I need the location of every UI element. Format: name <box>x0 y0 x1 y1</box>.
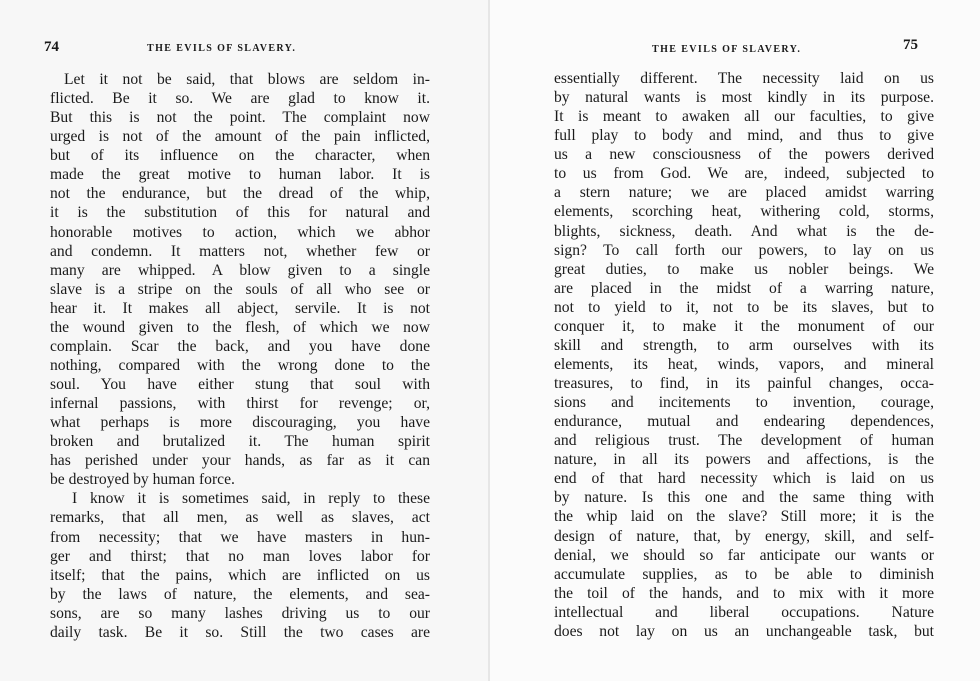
left-page-body <box>50 70 430 642</box>
text-line: ger and thirst; that no man loves labor for <box>50 547 430 565</box>
text-line: complain. Scar the back, and you have done <box>50 337 430 355</box>
right-page-header <box>560 38 940 58</box>
left-page-header <box>44 38 444 58</box>
right-page <box>490 0 980 681</box>
text-line: does not lay on us an unchangeable task, but <box>554 622 934 640</box>
text-line: flicted. Be it so. We are glad to know it. <box>50 90 430 108</box>
text-line: has perished under your hands, as far as it can <box>50 452 430 470</box>
text-line: skill and strength, to arm ourselves with its <box>554 336 934 354</box>
text-line: itself; that the pains, which are inflicted on us <box>50 566 430 584</box>
text-line: and religious trust. The development of human <box>554 432 934 450</box>
text-line: are placed in the midst of a warring nature, <box>554 279 934 297</box>
text-line: by the laws of nature, the elements, and sea- <box>50 585 430 603</box>
right-page-number: 75 <box>903 37 918 53</box>
right-page-body <box>554 69 934 641</box>
text-line: slave is a stripe on the souls of all who see or <box>50 280 430 298</box>
text-line: from necessity; that we have masters in hun- <box>50 528 430 546</box>
text-line: endurance, mutual and endearing dependences, <box>554 413 934 431</box>
text-line: infernal passions, with thirst for revenge; or, <box>50 395 430 413</box>
text-line: treasures, to find, in its painful changes, occa- <box>554 375 934 392</box>
text-line: nothing, compared with the wrong done to the <box>50 356 430 374</box>
text-line: what perhaps is more discouraging, you have <box>50 414 430 432</box>
text-line: by nature. Is this one and the same thing with <box>554 489 934 507</box>
text-line: intellectual and liberal occupations. Nature <box>554 603 934 621</box>
left-page-number: 74 <box>44 39 59 55</box>
text-line: a stern nature; we are placed amidst warring <box>554 184 934 202</box>
text-line: it is the substitution of this for natural and <box>50 204 430 222</box>
text-line: made the great motive to human labor. It is <box>50 166 430 184</box>
text-line: by natural wants is most kindly in its purpose. <box>554 89 934 107</box>
right-running-head: THE EVILS OF SLAVERY. <box>652 44 802 55</box>
text-line: broken and brutalized it. The human spirit <box>50 433 430 451</box>
text-line: many are whipped. A blow given to a single <box>50 261 430 279</box>
text-line: elements, scorching heat, withering cold, storms, <box>554 203 934 221</box>
text-line: nature, in all its powers and affections, is the <box>554 451 934 469</box>
text-line: It is meant to awaken all our faculties, to give <box>554 108 934 126</box>
text-line: to us from God. We are, indeed, subjected to <box>554 165 934 183</box>
text-line: design of nature, that, by energy, skill, and self- <box>554 527 934 545</box>
text-line: sign? To call forth our powers, to lay on us <box>554 241 934 259</box>
text-line: I know it is sometimes said, in reply to these <box>72 490 430 508</box>
text-line: the toil of the hands, and to mix with it more <box>554 584 934 602</box>
text-line: But this is not the point. The complaint now <box>50 109 430 127</box>
text-line: the wound given to the flesh, of which we now <box>50 318 430 336</box>
text-line: not the endurance, but the dread of the whip, <box>50 185 430 203</box>
text-line: essentially different. The necessity laid on us <box>554 70 934 87</box>
text-line: soul. You have either stung that soul with <box>50 376 430 393</box>
text-line: full play to body and mind, and thus to give <box>554 127 934 145</box>
text-line: honorable motives to action, which we abhor <box>50 223 430 241</box>
text-line: accumulate supplies, as to be able to diminish <box>554 565 934 583</box>
text-line: us a new consciousness of the powers derived <box>554 146 934 164</box>
text-line: elements, its heat, winds, vapors, and mineral <box>554 355 934 373</box>
text-line: sions and incitements to invention, courage, <box>554 394 934 412</box>
text-line: be destroyed by human force. <box>50 471 235 489</box>
left-running-head: THE EVILS OF SLAVERY. <box>147 43 297 54</box>
text-line: blights, sickness, death. And what is the de- <box>554 222 934 240</box>
text-line: denial, we should so far anticipate our wants or <box>554 546 934 564</box>
text-line: hear it. It makes all abject, servile. It is not <box>50 299 430 317</box>
text-line: remarks, that all men, as well as slaves, act <box>50 509 430 527</box>
text-line: the whip laid on the slave? Still more; it is the <box>554 508 934 526</box>
text-line: and condemn. It matters not, whether few or <box>50 242 430 260</box>
text-line: conquer it, to make it the monument of our <box>554 317 934 335</box>
text-line: great duties, to make us nobler beings. We <box>554 260 934 278</box>
text-line: but of its influence on the character, when <box>50 147 430 165</box>
text-line: not to yield to it, not to be its slaves, but to <box>554 298 934 316</box>
text-line: daily task. Be it so. Still the two cases are <box>50 623 430 641</box>
text-line: urged is not of the amount of the pain inflicted, <box>50 128 430 146</box>
text-line: sons, are so many lashes driving us to our <box>50 604 430 622</box>
text-line: end of that hard necessity which is laid on us <box>554 470 934 488</box>
text-line: Let it not be said, that blows are seldom in- <box>64 71 430 88</box>
